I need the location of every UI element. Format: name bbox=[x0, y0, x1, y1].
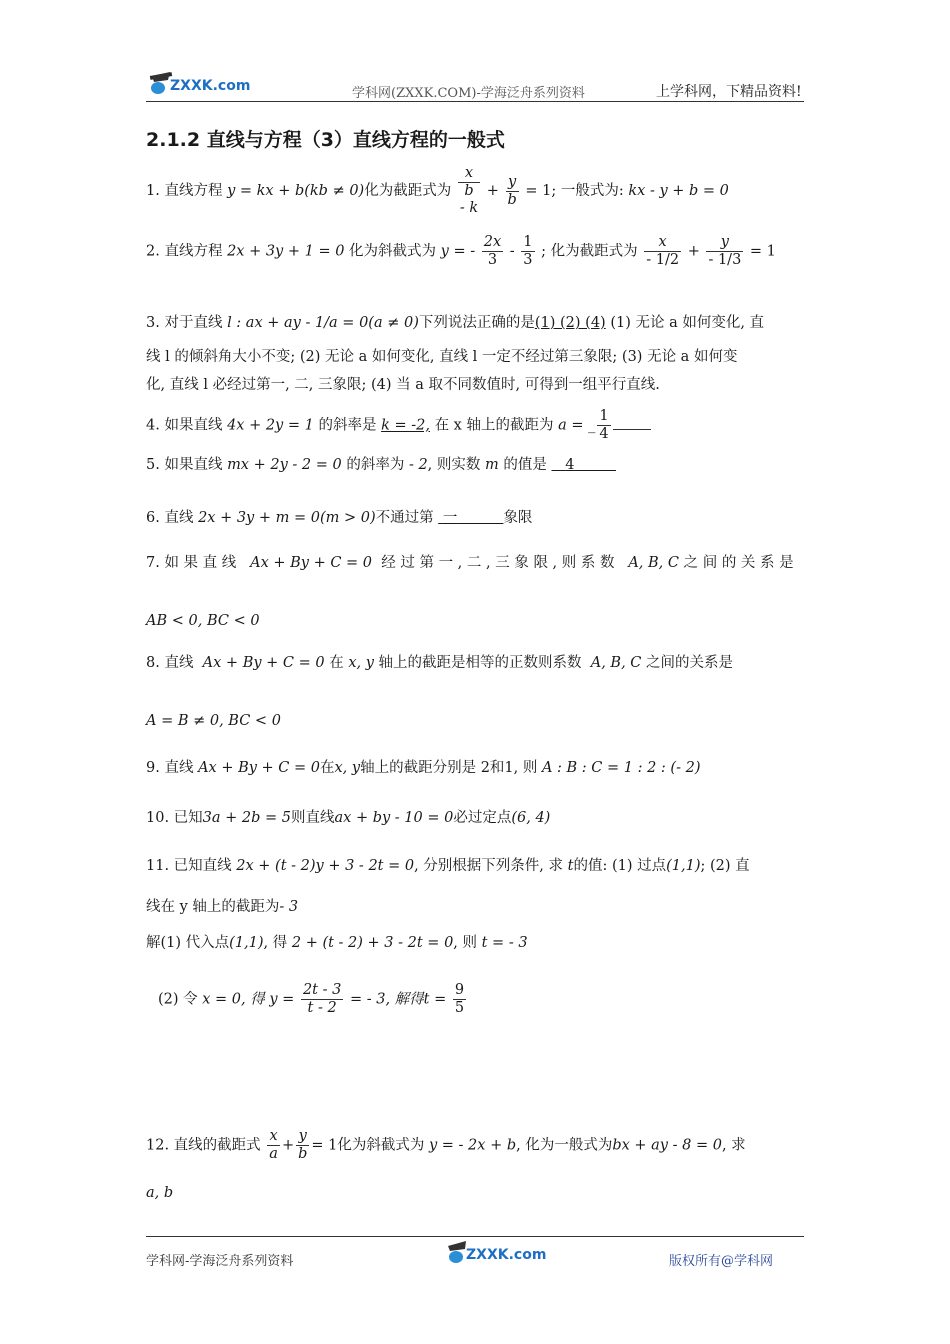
q7-equation: Ax + By + C = 0 bbox=[250, 555, 373, 571]
header-rule bbox=[146, 101, 804, 102]
question-3-line-3: 化, 直线 l 必经过第一, 二, 三象限; (4) 当 a 取不同数值时, 可得到一组平行直线. bbox=[146, 377, 660, 393]
q11-fraction-2: $\frac{9}{5}$ bbox=[454, 982, 465, 1016]
q10-equation-2: ax + by - 10 = 0 bbox=[334, 810, 454, 826]
q11-answer-1: t = - 3 bbox=[481, 935, 528, 951]
q4-equation: 4x + 2y = 1 bbox=[227, 417, 314, 434]
q1-tail: ; 一般式为: bbox=[551, 183, 624, 199]
q9-answer: A : B : C = 1 : 2 : (- 2) bbox=[541, 760, 701, 776]
q2-fraction-2: $\frac{1}{3}$ bbox=[523, 234, 533, 268]
question-11-solution-1: 解(1) 代入点(1,1), 得 2 + (t - 2) + 3 - 2t = 0, 则 t = - 3 bbox=[146, 935, 528, 951]
question-7-answer: AB < 0, BC < 0 bbox=[146, 613, 260, 629]
header-logo bbox=[146, 68, 251, 100]
q5-equation: mx + 2y - 2 = 0 bbox=[227, 457, 342, 473]
q12-fraction-y: $\frac{y}{b}$ bbox=[298, 1128, 308, 1162]
question-11-solution-2: (2) 令 x = 0, 得 y = $\frac{2t - 3}{t - 2}$ = - 3, 解得t = $\frac{9}{5}$ bbox=[158, 982, 465, 1016]
header-right-text: 上学科网，下精品资料! bbox=[656, 84, 802, 100]
q11-equation: 2x + (t - 2)y + 3 - 2t = 0 bbox=[236, 858, 415, 874]
q1-fraction-y: $\frac{y}{b}$ bbox=[507, 173, 517, 208]
q4-answer-blank bbox=[613, 415, 651, 430]
question-4: 4. 如果直线 4x + 2y = 1 的斜率是 k = -2, 在 x 轴上的截距为 a = _ $\frac{1}{4}$ bbox=[146, 408, 651, 443]
question-8-answer: A = B ≠ 0, BC < 0 bbox=[146, 713, 281, 729]
q4-slope-answer: k = -2, bbox=[381, 417, 430, 434]
question-8: 8. 直线 Ax + By + C = 0 在 x, y 轴上的截距是相等的正数则系数 A, B, C 之间的关系是 bbox=[146, 655, 734, 671]
question-11: 11. 已知直线 2x + (t - 2)y + 3 - 2t = 0, 分别根据下列条件, 求 t的值: (1) 过点(1,1); (2) 直 bbox=[146, 858, 750, 874]
footer-left-text: 学科网-学海泛舟系列资料 bbox=[146, 1254, 294, 1269]
question-11-line-2: 线在 y 轴上的截距为- 3 bbox=[146, 899, 299, 915]
q2-fraction-1: $\frac{2x}{3}$ bbox=[483, 234, 502, 268]
q12-fraction-x: $\frac{x}{a}$ bbox=[269, 1128, 278, 1162]
header-center-text: 学科网(ZXXK.COM)-学海泛舟系列资料 bbox=[352, 86, 585, 101]
q10-equation-1: 3a + 2b = 5 bbox=[202, 810, 292, 826]
q4-intercept-fraction: $\frac{1}{4}$ bbox=[599, 408, 609, 442]
q1-fraction-x: x b - k bbox=[459, 165, 479, 216]
q3-equation: l : ax + ay - 1/a = 0(a ≠ 0) bbox=[227, 315, 419, 331]
question-5: 5. 如果直线 mx + 2y - 2 = 0 的斜率为 - 2, 则实数 m 的值是 4 bbox=[146, 452, 616, 478]
question-6: 6. 直线 2x + 3y + m = 0(m > 0)不通过第 一 象限 bbox=[146, 510, 533, 526]
question-2: 2. 直线方程 2x + 3y + 1 = 0 化为斜截式为 y = - $\frac{2x}{3}$ - $\frac{1}{3}$ ; 化为截距式为 $\frac{x}{- 1/2}$ + $\frac{y}{- 1/3}$ = 1 bbox=[146, 234, 776, 268]
question-12-line-2: a, b bbox=[146, 1185, 174, 1201]
q1-prefix: 1. 直线方程 bbox=[146, 183, 223, 199]
q2-equation: 2x + 3y + 1 = 0 bbox=[227, 243, 345, 260]
q2-fraction-4: $\frac{y}{- 1/3}$ bbox=[708, 234, 742, 268]
q10-answer: (6, 4) bbox=[511, 810, 551, 826]
footer-logo bbox=[444, 1238, 548, 1270]
q8-equation: Ax + By + C = 0 bbox=[202, 655, 325, 671]
q5-answer: 4 bbox=[565, 457, 575, 473]
question-10: 10. 已知3a + 2b = 5则直线ax + by - 10 = 0必过定点(6, 4) bbox=[146, 810, 551, 826]
question-9: 9. 直线 Ax + By + C = 0在x, y轴上的截距分别是 2和1, 则 A : B : C = 1 : 2 : (- 2) bbox=[146, 760, 701, 776]
footer-right-text: 版权所有@学科网 bbox=[669, 1254, 774, 1269]
q1-general-form: kx - y + b = 0 bbox=[628, 183, 729, 199]
q3-answer: (1) (2) (4) bbox=[534, 315, 606, 331]
question-1: 1. 直线方程 y = kx + b(kb ≠ 0)化为截距式为 x b - k + $\frac{y}{b}$ = 1; 一般式为: kx - y + b = 0 bbox=[146, 165, 729, 216]
footer-logo-text: ZXXK.com bbox=[466, 1247, 547, 1263]
q9-equation: Ax + By + C = 0 bbox=[198, 760, 320, 776]
q11-fraction-1: $\frac{2t - 3}{t - 2}$ bbox=[302, 982, 342, 1016]
question-3: 3. 对于直线 l : ax + ay - 1/a = 0(a ≠ 0)下列说法正确的是(1) (2) (4) (1) 无论 a 如何变化, 直 bbox=[146, 315, 765, 331]
question-7: 7. 如 果 直 线 Ax + By + C = 0 经 过 第 一 , 二 , 三 象 限 , 则 系 数 A, B, C 之 间 的 关 系 是 bbox=[146, 555, 794, 571]
q6-answer: 一 bbox=[442, 510, 458, 526]
q1-mid: 化为截距式为 bbox=[364, 183, 452, 199]
header-logo-text: ZXXK.com bbox=[170, 78, 251, 94]
question-12: 12. 直线的截距式 $\frac{x}{a}$ + $\frac{y}{b}$ = 1化为斜截式为 y = - 2x + b, 化为一般式为bx + ay - 8 = 0, 求 bbox=[146, 1128, 746, 1162]
q6-equation: 2x + 3y + m = 0(m > 0) bbox=[198, 510, 376, 526]
page-title: 2.1.2 直线与方程（3）直线方程的一般式 bbox=[146, 129, 505, 151]
q2-fraction-3: $\frac{x}{- 1/2}$ bbox=[646, 234, 680, 268]
question-3-line-2: 线 l 的倾斜角大小不变; (2) 无论 a 如何变化, 直线 l 一定不经过第三象限; (3) 无论 a 如何变 bbox=[146, 349, 738, 365]
footer-rule bbox=[146, 1236, 804, 1237]
q1-equation: y = kx + b(kb ≠ 0) bbox=[227, 183, 365, 199]
